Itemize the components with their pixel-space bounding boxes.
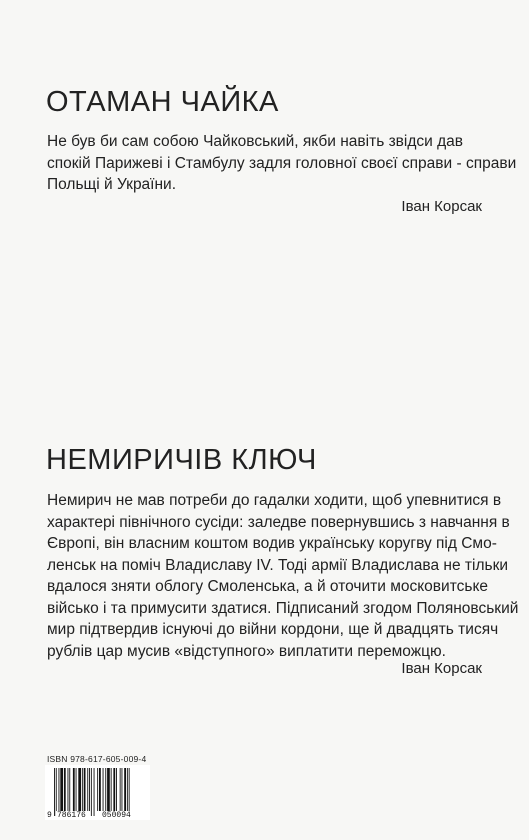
section-paragraph-otaman-chaika	[47, 131, 517, 196]
paragraph-line: ленськ на поміч Владиславу IV. Тоді армії Владислава не тільки	[47, 556, 509, 574]
paragraph-line: спокій Парижеві і Стамбулу задля головної своєї справи - справи	[47, 154, 517, 172]
paragraph-line: рублів цар мусив «відступного» виплатити переможцю.	[47, 642, 446, 660]
paragraph-line: військо і та примусити здатися. Підписаний згодом Поляновський	[47, 599, 519, 617]
section-paragraph-nemyrychiv-kliuch	[47, 490, 519, 662]
barcode-digit-first: 9	[47, 811, 52, 820]
isbn-label: ISBN 978-617-605-009-4	[47, 754, 147, 764]
author-signature-2: Іван Корсак	[401, 660, 482, 677]
paragraph-line: Не був би сам собою Чайковський, якби навіть звідси дав	[47, 133, 464, 150]
paragraph-line: Немирич не мав потреби до гадалки ходити, щоб упевнитися в	[47, 492, 502, 509]
section-title-otaman-chaika: ОТАМАН ЧАЙКА	[46, 86, 279, 118]
section-title-nemyrychiv-kliuch: НЕМИРИЧІВ КЛЮЧ	[46, 444, 317, 476]
paragraph-line: Польщі й України.	[47, 176, 177, 193]
paragraph-line: Європі, він власним коштом водив українську коругву під Смо-	[47, 535, 497, 552]
paragraph-line: мир підтвердив існуючі до війни кордони, ще й двадцять тисяч	[47, 621, 499, 638]
author-signature-1: Іван Корсак	[401, 198, 482, 215]
paragraph-line: характері північного сусіди: заледве повернувшись з навчання в	[47, 513, 510, 531]
barcode	[45, 765, 150, 820]
barcode-digits-right: 050094	[102, 811, 131, 820]
paragraph-line: вдалося зняти облогу Смоленська, а й оточити московитське	[47, 578, 489, 595]
barcode-digits-left: 786176	[57, 811, 86, 820]
